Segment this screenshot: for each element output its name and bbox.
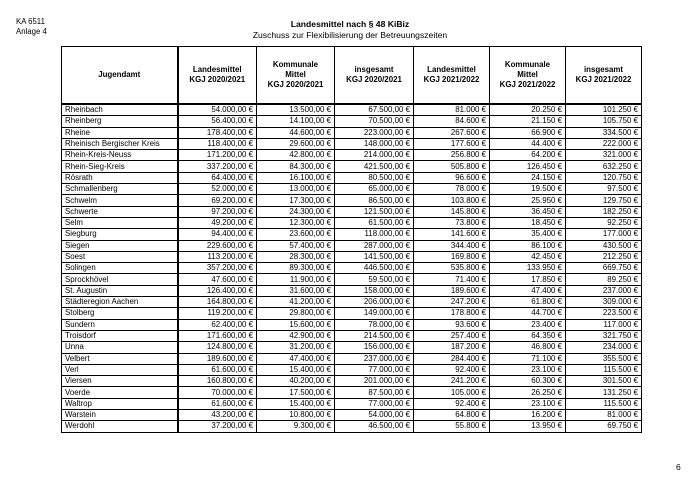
cell-landesmittel-2021: 187.200 € [414,342,490,353]
cell-kommunale-mittel-2020: 16.100,00 € [257,172,335,183]
cell-landesmittel-2021: 284.400 € [414,353,490,364]
cell-insgesamt-2021: 97.500 € [566,184,642,195]
cell-jugendamt: Rhein-Kreis-Neuss [62,150,178,161]
cell-landesmittel-2021: 344.400 € [414,240,490,251]
cell-insgesamt-2020: 421.500,00 € [335,161,414,172]
cell-insgesamt-2021: 89.250 € [566,274,642,285]
header-line: Mittel [285,70,306,79]
table-row [62,184,642,195]
cell-kommunale-mittel-2021: 60.300 € [490,376,566,387]
table-row [62,138,642,149]
cell-landesmittel-2021: 169.800 € [414,251,490,262]
cell-insgesamt-2020: 77.000,00 € [335,398,414,409]
table-row [62,150,642,161]
cell-insgesamt-2021: 237.000 € [566,285,642,296]
cell-kommunale-mittel-2021: 44.700 € [490,308,566,319]
cell-kommunale-mittel-2020: 15.400,00 € [257,364,335,375]
column-header-kommunale-mittel-2021 [490,47,566,105]
cell-kommunale-mittel-2020: 23.600,00 € [257,229,335,240]
cell-jugendamt: Sundern [62,319,178,330]
cell-kommunale-mittel-2021: 23.100 € [490,364,566,375]
cell-kommunale-mittel-2020: 13.000,00 € [257,184,335,195]
table-row [62,421,642,432]
cell-insgesamt-2021: 669.750 € [566,263,642,274]
column-header-insgesamt-2021 [566,47,642,105]
cell-kommunale-mittel-2020: 15.400,00 € [257,398,335,409]
cell-insgesamt-2020: 148.000,00 € [335,138,414,149]
cell-landesmittel-2021: 92.400 € [414,364,490,375]
cell-kommunale-mittel-2020: 9.300,00 € [257,421,335,432]
cell-landesmittel-2021: 78.000 € [414,184,490,195]
cell-insgesamt-2021: 129.750 € [566,195,642,206]
cell-landesmittel-2020: 54.000,00 € [178,104,257,116]
cell-insgesamt-2020: 86.500,00 € [335,195,414,206]
cell-insgesamt-2020: 65.000,00 € [335,184,414,195]
cell-kommunale-mittel-2021: 17.850 € [490,274,566,285]
cell-kommunale-mittel-2020: 89.300,00 € [257,263,335,274]
cell-kommunale-mittel-2021: 66.900 € [490,127,566,138]
cell-kommunale-mittel-2020: 24.300,00 € [257,206,335,217]
cell-jugendamt: Verl [62,364,178,375]
table-row [62,217,642,228]
cell-landesmittel-2020: 43.200,00 € [178,410,257,421]
cell-kommunale-mittel-2021: 133.950 € [490,263,566,274]
cell-insgesamt-2021: 105.750 € [566,116,642,127]
cell-insgesamt-2021: 301.500 € [566,376,642,387]
cell-insgesamt-2020: 67.500,00 € [335,104,414,116]
cell-insgesamt-2020: 80.500,00 € [335,172,414,183]
cell-kommunale-mittel-2020: 10.800,00 € [257,410,335,421]
cell-insgesamt-2020: 78.000,00 € [335,319,414,330]
cell-landesmittel-2021: 141.600 € [414,229,490,240]
cell-insgesamt-2021: 92.250 € [566,217,642,228]
cell-landesmittel-2021: 64.800 € [414,410,490,421]
document-subtitle: Zuschuss zur Flexibilisierung der Betreuungszeiten [252,30,448,40]
table-row [62,376,642,387]
column-header-landesmittel-2021 [414,47,490,105]
column-header-landesmittel-2020 [178,47,257,105]
cell-jugendamt: Rheinisch Bergischer Kreis [62,138,178,149]
table-row [62,398,642,409]
cell-insgesamt-2021: 115.500 € [566,364,642,375]
cell-landesmittel-2021: 247.200 € [414,297,490,308]
cell-landesmittel-2021: 145.800 € [414,206,490,217]
cell-kommunale-mittel-2020: 31.600,00 € [257,285,335,296]
cell-landesmittel-2020: 160.800,00 € [178,376,257,387]
reference-line-ka: KA 6511 [16,17,45,26]
cell-jugendamt: Viersen [62,376,178,387]
cell-jugendamt: Schwelm [62,195,178,206]
cell-jugendamt: Velbert [62,353,178,364]
cell-jugendamt: Soest [62,251,178,262]
cell-kommunale-mittel-2021: 23.400 € [490,319,566,330]
cell-kommunale-mittel-2021: 64.350 € [490,330,566,341]
cell-landesmittel-2020: 357.200,00 € [178,263,257,274]
cell-insgesamt-2020: 446.500,00 € [335,263,414,274]
cell-jugendamt: Sprockhövel [62,274,178,285]
cell-kommunale-mittel-2021: 126.450 € [490,161,566,172]
header-line: Kommunale [504,60,551,69]
column-header-kommunale-mittel-2020 [257,47,335,105]
cell-insgesamt-2021: 117.000 € [566,319,642,330]
cell-kommunale-mittel-2020: 15.600,00 € [257,319,335,330]
cell-kommunale-mittel-2021: 36.450 € [490,206,566,217]
cell-kommunale-mittel-2020: 40.200,00 € [257,376,335,387]
cell-insgesamt-2021: 131.250 € [566,387,642,398]
table-row [62,364,642,375]
cell-insgesamt-2021: 234.000 € [566,342,642,353]
cell-insgesamt-2020: 201.000,00 € [335,376,414,387]
cell-kommunale-mittel-2020: 13.500,00 € [257,104,335,116]
cell-jugendamt: Rösrath [62,172,178,183]
page-number: 6 [676,462,681,472]
header-line: KGJ 2020/2021 [189,75,246,84]
table-row [62,229,642,240]
cell-kommunale-mittel-2021: 16.200 € [490,410,566,421]
cell-landesmittel-2020: 171.200,00 € [178,150,257,161]
cell-insgesamt-2021: 81.000 € [566,410,642,421]
cell-kommunale-mittel-2021: 42.450 € [490,251,566,262]
table-row [62,330,642,341]
cell-jugendamt: Schwerte [62,206,178,217]
header-line: insgesamt [583,65,624,74]
cell-jugendamt: Städteregion Aachen [62,297,178,308]
table-row [62,172,642,183]
table-row [62,387,642,398]
cell-landesmittel-2021: 92.400 € [414,398,490,409]
cell-insgesamt-2020: 121.500,00 € [335,206,414,217]
cell-landesmittel-2020: 124.800,00 € [178,342,257,353]
cell-jugendamt: Schmallenberg [62,184,178,195]
cell-insgesamt-2021: 69.750 € [566,421,642,432]
cell-landesmittel-2020: 171.600,00 € [178,330,257,341]
cell-kommunale-mittel-2021: 20.250 € [490,104,566,116]
cell-insgesamt-2020: 287.000,00 € [335,240,414,251]
cell-insgesamt-2020: 206.000,00 € [335,297,414,308]
cell-landesmittel-2020: 37.200,00 € [178,421,257,432]
cell-jugendamt: Stolberg [62,308,178,319]
cell-kommunale-mittel-2020: 31.200,00 € [257,342,335,353]
table-row [62,195,642,206]
cell-kommunale-mittel-2021: 26.250 € [490,387,566,398]
cell-insgesamt-2021: 334.500 € [566,127,642,138]
header-line: insgesamt [354,65,394,74]
header-line: KGJ 2021/2022 [499,80,556,89]
cell-landesmittel-2020: 56.400,00 € [178,116,257,127]
cell-kommunale-mittel-2021: 23.100 € [490,398,566,409]
cell-kommunale-mittel-2021: 21.150 € [490,116,566,127]
cell-landesmittel-2021: 535.800 € [414,263,490,274]
cell-landesmittel-2021: 189.600 € [414,285,490,296]
header-line: KGJ 2021/2022 [423,75,480,84]
cell-insgesamt-2020: 141.500,00 € [335,251,414,262]
cell-landesmittel-2021: 105.000 € [414,387,490,398]
header-line: Landesmittel [427,65,476,74]
cell-kommunale-mittel-2020: 41.200,00 € [257,297,335,308]
table-header-row [62,47,642,105]
cell-insgesamt-2021: 222.000 € [566,138,642,149]
cell-jugendamt: Unna [62,342,178,353]
cell-insgesamt-2020: 223.000,00 € [335,127,414,138]
cell-kommunale-mittel-2020: 42.900,00 € [257,330,335,341]
cell-kommunale-mittel-2020: 29.600,00 € [257,138,335,149]
cell-insgesamt-2020: 59.500,00 € [335,274,414,285]
cell-landesmittel-2020: 69.200,00 € [178,195,257,206]
cell-insgesamt-2021: 120.750 € [566,172,642,183]
cell-kommunale-mittel-2021: 61.800 € [490,297,566,308]
table-row [62,240,642,251]
cell-insgesamt-2020: 237.000,00 € [335,353,414,364]
table-row [62,251,642,262]
cell-landesmittel-2021: 71.400 € [414,274,490,285]
cell-landesmittel-2020: 61.600,00 € [178,398,257,409]
cell-insgesamt-2020: 46.500,00 € [335,421,414,432]
table-row [62,319,642,330]
header-line: KGJ 2021/2022 [575,75,632,84]
cell-insgesamt-2020: 87.500,00 € [335,387,414,398]
cell-landesmittel-2020: 118.400,00 € [178,138,257,149]
cell-landesmittel-2020: 70.000,00 € [178,387,257,398]
header-line: Jugendamt [98,70,141,79]
cell-insgesamt-2020: 118.000,00 € [335,229,414,240]
table-row [62,308,642,319]
cell-kommunale-mittel-2021: 24.150 € [490,172,566,183]
header-line: KGJ 2020/2021 [267,80,324,89]
cell-jugendamt: Rheinberg [62,116,178,127]
cell-landesmittel-2021: 93.600 € [414,319,490,330]
cell-kommunale-mittel-2020: 17.300,00 € [257,195,335,206]
cell-insgesamt-2021: 212.250 € [566,251,642,262]
cell-insgesamt-2020: 214.500,00 € [335,330,414,341]
table-row [62,353,642,364]
cell-jugendamt: Siegen [62,240,178,251]
cell-landesmittel-2021: 178.800 € [414,308,490,319]
table-row [62,410,642,421]
cell-kommunale-mittel-2020: 29.800,00 € [257,308,335,319]
cell-insgesamt-2021: 101.250 € [566,104,642,116]
cell-jugendamt: St. Augustin [62,285,178,296]
cell-landesmittel-2020: 61.600,00 € [178,364,257,375]
cell-landesmittel-2020: 49.200,00 € [178,217,257,228]
column-header-jugendamt [62,47,178,105]
cell-jugendamt: Voerde [62,387,178,398]
cell-landesmittel-2020: 337.200,00 € [178,161,257,172]
cell-insgesamt-2020: 214.000,00 € [335,150,414,161]
cell-insgesamt-2021: 321.000 € [566,150,642,161]
cell-landesmittel-2020: 52.000,00 € [178,184,257,195]
table-row [62,206,642,217]
cell-insgesamt-2021: 309.000 € [566,297,642,308]
cell-insgesamt-2020: 77.000,00 € [335,364,414,375]
table-row [62,161,642,172]
cell-kommunale-mittel-2020: 44.600,00 € [257,127,335,138]
cell-insgesamt-2021: 177.000 € [566,229,642,240]
cell-jugendamt: Siegburg [62,229,178,240]
cell-landesmittel-2020: 62.400,00 € [178,319,257,330]
cell-insgesamt-2021: 115.500 € [566,398,642,409]
table-row [62,263,642,274]
cell-jugendamt: Werdohl [62,421,178,432]
cell-insgesamt-2020: 158.000,00 € [335,285,414,296]
table-row [62,342,642,353]
cell-kommunale-mittel-2020: 42.800,00 € [257,150,335,161]
cell-jugendamt: Troisdorf [62,330,178,341]
cell-jugendamt: Rheinbach [62,104,178,116]
cell-kommunale-mittel-2021: 47.400 € [490,285,566,296]
cell-kommunale-mittel-2020: 11.900,00 € [257,274,335,285]
cell-kommunale-mittel-2021: 19.500 € [490,184,566,195]
cell-kommunale-mittel-2020: 14.100,00 € [257,116,335,127]
cell-insgesamt-2021: 182.250 € [566,206,642,217]
cell-kommunale-mittel-2021: 13.950 € [490,421,566,432]
cell-jugendamt: Selm [62,217,178,228]
cell-jugendamt: Waltrop [62,398,178,409]
cell-insgesamt-2020: 61.500,00 € [335,217,414,228]
document-title: Landesmittel nach § 48 KiBiz [290,19,410,29]
cell-landesmittel-2021: 267.600 € [414,127,490,138]
cell-insgesamt-2020: 70.500,00 € [335,116,414,127]
cell-jugendamt: Warstein [62,410,178,421]
table-row [62,274,642,285]
cell-landesmittel-2021: 177.600 € [414,138,490,149]
cell-landesmittel-2021: 55.800 € [414,421,490,432]
cell-kommunale-mittel-2021: 18.450 € [490,217,566,228]
cell-jugendamt: Solingen [62,263,178,274]
cell-kommunale-mittel-2021: 71.100 € [490,353,566,364]
cell-landesmittel-2020: 94.400,00 € [178,229,257,240]
cell-kommunale-mittel-2020: 12.300,00 € [257,217,335,228]
cell-landesmittel-2021: 73.800 € [414,217,490,228]
cell-jugendamt: Rheine [62,127,178,138]
cell-insgesamt-2021: 355.500 € [566,353,642,364]
cell-kommunale-mittel-2021: 25.950 € [490,195,566,206]
cell-insgesamt-2020: 54.000,00 € [335,410,414,421]
table-row [62,116,642,127]
cell-kommunale-mittel-2021: 86.100 € [490,240,566,251]
cell-landesmittel-2021: 257.400 € [414,330,490,341]
cell-landesmittel-2020: 189.600,00 € [178,353,257,364]
reference-line-anlage: Anlage 4 [16,26,47,36]
cell-landesmittel-2020: 126.400,00 € [178,285,257,296]
cell-landesmittel-2020: 64.400,00 € [178,172,257,183]
header-line: Landesmittel [192,65,242,74]
cell-jugendamt: Rhein-Sieg-Kreis [62,161,178,172]
column-header-insgesamt-2020 [335,47,414,105]
table-row [62,104,642,116]
cell-landesmittel-2021: 505.800 € [414,161,490,172]
cell-kommunale-mittel-2021: 46.800 € [490,342,566,353]
cell-kommunale-mittel-2020: 57.400,00 € [257,240,335,251]
cell-landesmittel-2020: 47.600,00 € [178,274,257,285]
cell-landesmittel-2021: 96.600 € [414,172,490,183]
header-line: Kommunale [272,60,319,69]
cell-landesmittel-2021: 81.000 € [414,104,490,116]
header-line: Mittel [517,70,538,79]
cell-insgesamt-2021: 223.500 € [566,308,642,319]
cell-kommunale-mittel-2020: 84.300,00 € [257,161,335,172]
cell-insgesamt-2020: 149.000,00 € [335,308,414,319]
cell-kommunale-mittel-2020: 47.400,00 € [257,353,335,364]
cell-landesmittel-2020: 229.600,00 € [178,240,257,251]
cell-kommunale-mittel-2020: 28.300,00 € [257,251,335,262]
cell-kommunale-mittel-2020: 17.500,00 € [257,387,335,398]
cell-landesmittel-2020: 113.200,00 € [178,251,257,262]
cell-landesmittel-2021: 241.200 € [414,376,490,387]
cell-insgesamt-2021: 321.750 € [566,330,642,341]
cell-landesmittel-2021: 84.600 € [414,116,490,127]
cell-kommunale-mittel-2021: 35.400 € [490,229,566,240]
cell-kommunale-mittel-2021: 44.400 € [490,138,566,149]
cell-landesmittel-2020: 178.400,00 € [178,127,257,138]
table-row [62,127,642,138]
funding-table [61,46,642,433]
header-line: KGJ 2020/2021 [346,75,402,84]
table-body [62,104,642,432]
cell-landesmittel-2021: 256.800 € [414,150,490,161]
cell-landesmittel-2020: 119.200,00 € [178,308,257,319]
cell-kommunale-mittel-2021: 64.200 € [490,150,566,161]
table-row [62,285,642,296]
cell-landesmittel-2020: 164.800,00 € [178,297,257,308]
cell-landesmittel-2020: 97.200,00 € [178,206,257,217]
cell-landesmittel-2021: 103.800 € [414,195,490,206]
cell-insgesamt-2021: 632.250 € [566,161,642,172]
cell-insgesamt-2020: 156.000,00 € [335,342,414,353]
table-row [62,297,642,308]
cell-insgesamt-2021: 430.500 € [566,240,642,251]
